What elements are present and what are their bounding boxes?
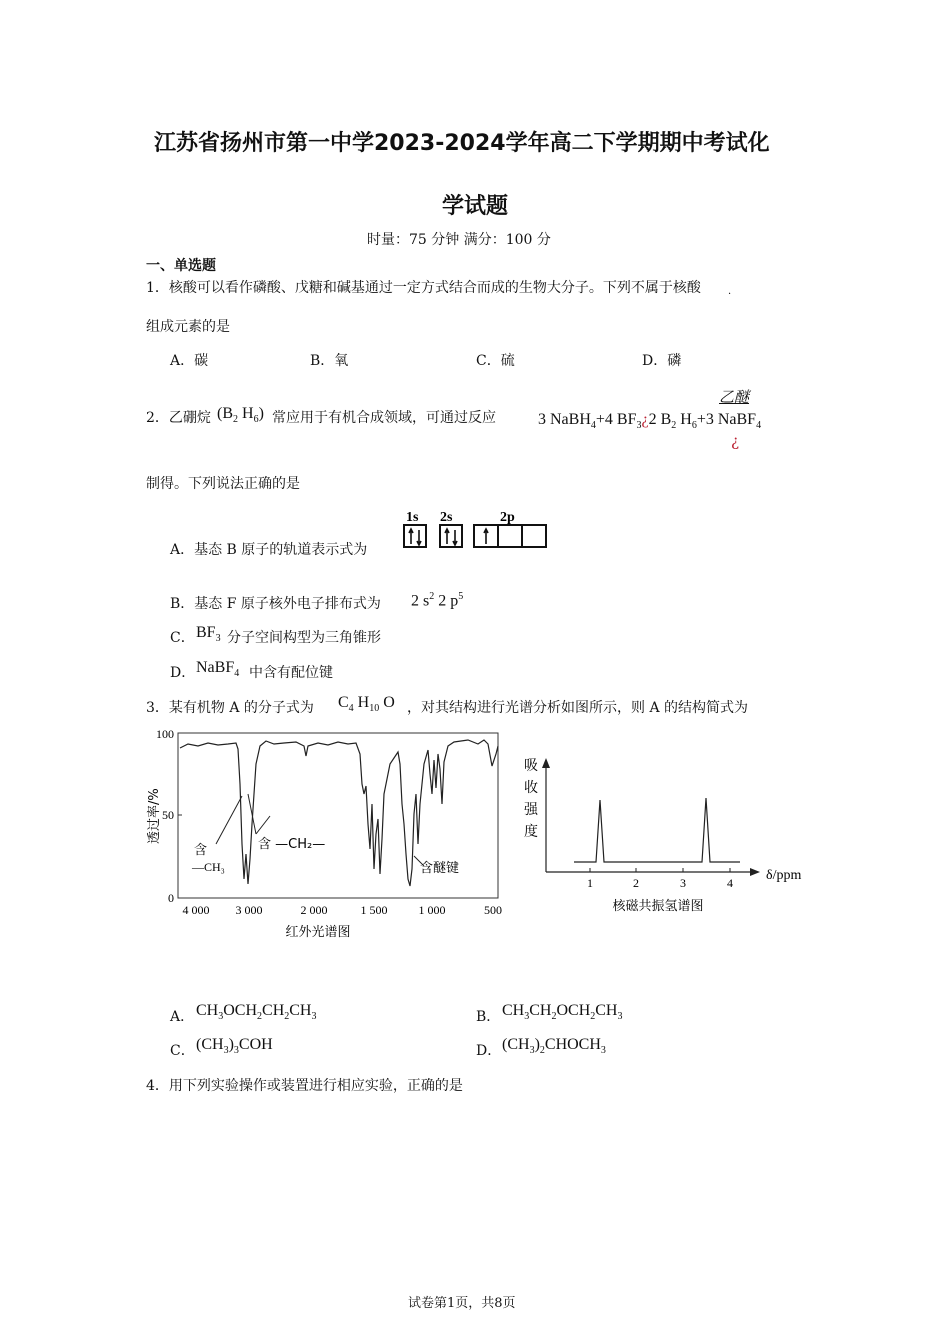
orbital-label-2p: 2p [500,510,515,525]
q3-option-d: $(CH_3)_2CHOCH_3$ [502,1036,606,1057]
nmr-xtick-4: 4 [727,876,733,890]
orbital-label-1s: 1s [406,510,419,525]
q3-option-b: $CH_3CH_2OCH_2CH_3$ [502,1002,623,1023]
ir-xtick-1000: 1 000 [418,903,446,917]
q2-option-d-formula: NaBF$_4$ [196,659,240,680]
q1-stem-line1: 1．核酸可以看作磷酸、戊糖和碱基通过一定方式结合而成的生物大分子。下列不属于核酸 [146,280,701,296]
q3-option-a-letter: A． [170,1009,195,1025]
q2-option-c: 分子空间构型为三角锥形 [227,630,381,646]
title-line-1: 江苏省扬州市第一中学2023-2024学年高二下学期期中考试化 [154,131,770,156]
q2-option-c-letter: C． [170,630,195,646]
nmr-xtick-3: 3 [680,876,686,890]
nmr-xtick-1: 1 [587,876,593,890]
ir-ytick-100: 100 [156,727,174,741]
nmr-xlabel: δ/ppm [766,868,802,883]
q3-stem-post: ，对其结构进行光谱分析如图所示，则 A 的结构简式为 [407,700,749,716]
ir-xtick-3000: 3 000 [235,903,263,917]
q2-option-b: B．基态 F 原子核外电子排布式为 [170,596,381,612]
q2-stem-end: 制得。下列说法正确的是 [146,476,300,492]
q2-option-b-formula: 2 $s^2$ 2 $p^5$ [411,591,464,610]
ir-xtick-500: 500 [484,903,502,917]
q4-stem: 4．用下列实验操作或装置进行相应实验，正确的是 [146,1078,463,1094]
q3-stem-pre: 3．某有机物 A 的分子式为 [146,700,314,716]
q3-option-d-letter: D． [476,1043,502,1059]
q2-option-d-letter: D． [170,665,196,681]
nmr-xtick-2: 2 [633,876,639,890]
q3-option-a: $CH_3OCH_2CH_2CH_3$ [196,1002,317,1023]
ir-ylabel: 透过率/% [147,788,162,844]
q2-stem-mid: 常应用于有机合成领域，可通过反应 [272,410,496,426]
q2-garbled-mark: ¿ [731,432,740,450]
orbital-diagram [400,505,550,555]
q3-molecular-formula: $C_4$ $H_{10}$ O [338,694,395,715]
emphasis-dot: · [728,289,732,300]
ir-ytick-0: 0 [168,891,174,905]
section-heading: 一、单选题 [146,258,216,274]
nmr-trace [574,798,740,862]
page-footer: 试卷第1页，共8页 [408,1296,516,1311]
nmr-ylabel-4: 度 [524,824,538,840]
ir-label-ether: 含醚键 [420,861,460,876]
q1-option-c: C．硫 [476,353,515,369]
q2-option-a: A．基态 B 原子的轨道表示式为 [170,542,368,558]
q2-reaction-equation: 3 NaBH$_4$+4 $BF_3¿2$ $B_2$ $H_6+3$ NaBF$_4$ [538,411,762,432]
q1-option-a: A．碳 [170,353,209,369]
nmr-spectrum [518,748,818,918]
exam-info: 时量：75 分钟 满分：100 分 [367,232,551,248]
orbital-label-2s: 2s [440,510,453,525]
q2-option-d: 中含有配位键 [249,665,333,681]
nmr-ylabel-3: 强 [524,802,538,818]
nmr-ylabel-2: 收 [524,780,538,796]
q3-option-b-letter: B． [476,1009,501,1025]
nmr-ylabel-1: 吸 [524,758,538,774]
q3-option-c: $(CH_3)_3COH$ [196,1036,273,1057]
q2-formula-b2h6: ($B_2$ $H_6$) [217,405,264,426]
q1-stem-line2: 组成元素的是 [146,319,230,335]
nmr-caption: 核磁共振氢谱图 [612,899,704,914]
ir-ytick-50: 50 [162,808,174,822]
ir-label-ch2: 含 —CH₂— [258,837,326,852]
ir-xtick-1500: 1 500 [360,903,388,917]
ir-spectrum [138,724,518,944]
q2-reaction-condition: 乙醚 [719,388,750,406]
q1-option-d: D．磷 [642,353,682,369]
ir-caption: 红外光谱图 [285,925,351,940]
q2-option-c-formula: $BF_3$ [196,624,221,645]
q1-option-b: B．氧 [310,353,349,369]
ir-label-ch3-a: 含 [194,843,208,858]
q2-stem-pre: 2．乙硼烷 [146,410,211,426]
ir-xtick-4000: 4 000 [182,903,210,917]
title-line-2: 学试题 [442,194,509,219]
ir-label-ch3-b: —CH₃ [192,860,225,874]
q3-option-c-letter: C． [170,1043,195,1059]
ir-xtick-2000: 2 000 [300,903,328,917]
